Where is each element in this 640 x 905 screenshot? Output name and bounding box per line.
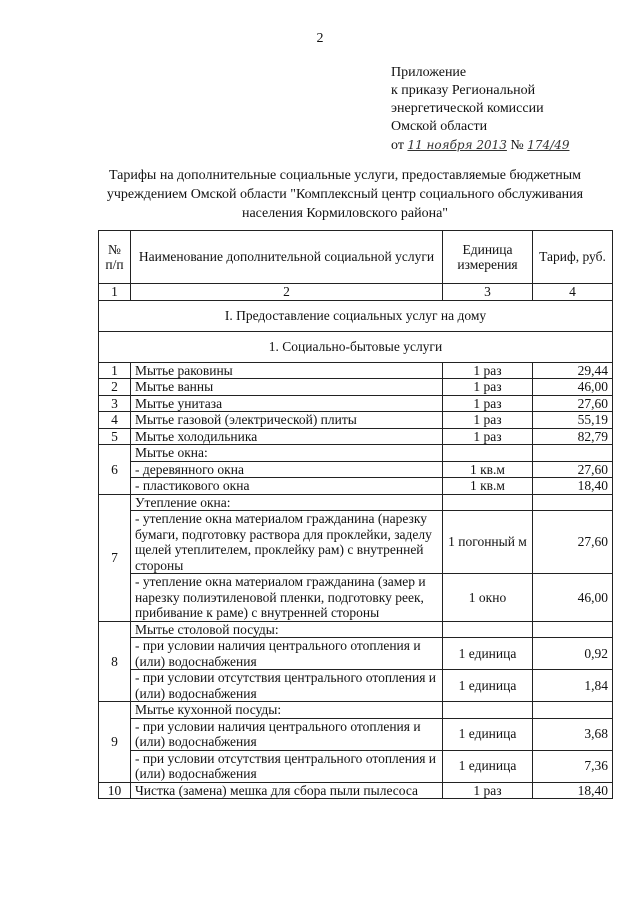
- row-unit: 1 раз: [443, 428, 533, 445]
- row-name: - при условии наличия центрального отопления и (или) водоснабжения: [131, 638, 443, 670]
- row-unit: 1 погонный м: [443, 511, 533, 574]
- section-title: I. Предоставление социальных услуг на дому: [99, 300, 613, 331]
- header-tariff: Тариф, руб.: [533, 231, 613, 284]
- row-tariff: 27,60: [533, 511, 613, 574]
- table-row: [99, 478, 613, 495]
- row-num: 7: [99, 494, 131, 621]
- row-unit: 1 единица: [443, 718, 533, 750]
- row-num: 6: [99, 445, 131, 495]
- row-num: 5: [99, 428, 131, 445]
- group-head-row: [99, 494, 613, 511]
- appendix-line: к приказу Региональной: [391, 83, 536, 98]
- empty-cell: [443, 702, 533, 719]
- handwritten-date: 11 ноября 2013: [407, 138, 507, 152]
- empty-cell: [443, 445, 533, 462]
- row-unit: 1 кв.м: [443, 478, 533, 495]
- empty-cell: [533, 494, 613, 511]
- row-name: - при условии отсутствия центрального отопления и (или) водоснабжения: [131, 670, 443, 702]
- header-unit: Единица измерения: [443, 231, 533, 284]
- table-row: [99, 395, 613, 412]
- document-title: Тарифы на дополнительные социальные услуги, предоставляемые бюджетным учреждением Омской области "Комплексный центр социального обслуживания населения Кормиловского района": [106, 168, 584, 221]
- page-number: 2: [316, 31, 324, 46]
- row-tariff: 1,84: [533, 670, 613, 702]
- row-num: 3: [99, 395, 131, 412]
- row-num: 1: [99, 362, 131, 379]
- tariff-table: [98, 230, 613, 799]
- row-tariff: 27,60: [533, 395, 613, 412]
- group-head-row: [99, 445, 613, 462]
- appendix-line: Приложение: [391, 65, 467, 80]
- empty-cell: [533, 621, 613, 638]
- row-tariff: 55,19: [533, 412, 613, 429]
- col-number: 3: [443, 284, 533, 301]
- row-name: - утепление окна материалом гражданина (замер и нарезку полиэтиленовой пленки, подготовку реек, прибивание к раме) с внутренней стороны: [131, 574, 443, 622]
- header-num: № п/п: [99, 231, 131, 284]
- row-num: 10: [99, 782, 131, 799]
- table-row: [99, 511, 613, 574]
- column-number-row: [99, 284, 613, 301]
- row-unit: 1 кв.м: [443, 461, 533, 478]
- row-unit: 1 единица: [443, 750, 533, 782]
- row-unit: 1 единица: [443, 638, 533, 670]
- appendix-line: Омской области: [391, 119, 488, 134]
- empty-cell: [533, 445, 613, 462]
- appendix-date-line: [391, 136, 569, 155]
- row-name: - при условии наличия центрального отопления и (или) водоснабжения: [131, 718, 443, 750]
- appendix-prefix: от: [391, 138, 404, 153]
- row-unit: 1 раз: [443, 379, 533, 396]
- col-number: 4: [533, 284, 613, 301]
- row-tariff: 0,92: [533, 638, 613, 670]
- col-number: 2: [131, 284, 443, 301]
- group-head: Утепление окна:: [131, 494, 443, 511]
- row-name: - пластикового окна: [131, 478, 443, 495]
- table-row: [99, 461, 613, 478]
- empty-cell: [443, 494, 533, 511]
- group-head: Мытье окна:: [131, 445, 443, 462]
- subsection-title: 1. Социально-бытовые услуги: [99, 331, 613, 362]
- row-num: 8: [99, 621, 131, 702]
- table-row: [99, 718, 613, 750]
- table-row: [99, 670, 613, 702]
- row-num: 4: [99, 412, 131, 429]
- row-unit: 1 раз: [443, 395, 533, 412]
- row-name: Чистка (замена) мешка для сбора пыли пылесоса: [131, 782, 443, 799]
- row-name: Мытье унитаза: [131, 395, 443, 412]
- empty-cell: [443, 621, 533, 638]
- row-num: 2: [99, 379, 131, 396]
- table-row: [99, 428, 613, 445]
- col-number: 1: [99, 284, 131, 301]
- table-row: [99, 379, 613, 396]
- table-row: [99, 574, 613, 622]
- header-name: Наименование дополнительной социальной услуги: [131, 231, 443, 284]
- section-row: [99, 300, 613, 331]
- row-unit: 1 окно: [443, 574, 533, 622]
- row-unit: 1 раз: [443, 782, 533, 799]
- group-head-row: [99, 702, 613, 719]
- row-unit: 1 единица: [443, 670, 533, 702]
- row-name: Мытье раковины: [131, 362, 443, 379]
- row-name: Мытье ванны: [131, 379, 443, 396]
- row-tariff: 3,68: [533, 718, 613, 750]
- appendix-line: энергетической комиссии: [391, 101, 544, 116]
- row-tariff: 7,36: [533, 750, 613, 782]
- subsection-row: [99, 331, 613, 362]
- row-name: Мытье холодильника: [131, 428, 443, 445]
- group-head: Мытье кухонной посуды:: [131, 702, 443, 719]
- table-header-row: [99, 231, 613, 284]
- table-row: [99, 638, 613, 670]
- row-num: 9: [99, 702, 131, 783]
- table-row: [99, 412, 613, 429]
- table-row: [99, 782, 613, 799]
- row-name: Мытье газовой (электрической) плиты: [131, 412, 443, 429]
- row-tariff: 82,79: [533, 428, 613, 445]
- table-row: [99, 750, 613, 782]
- row-tariff: 29,44: [533, 362, 613, 379]
- row-tariff: 27,60: [533, 461, 613, 478]
- row-tariff: 46,00: [533, 574, 613, 622]
- group-head-row: [99, 621, 613, 638]
- group-head: Мытье столовой посуды:: [131, 621, 443, 638]
- empty-cell: [533, 702, 613, 719]
- handwritten-number: 174/49: [527, 138, 570, 152]
- row-unit: 1 раз: [443, 412, 533, 429]
- row-name: - деревянного окна: [131, 461, 443, 478]
- table-row: [99, 362, 613, 379]
- appendix-block: [391, 64, 569, 155]
- row-name: - утепление окна материалом гражданина (нарезку бумаги, подготовку раствора для проклейки, заделу щелей утеплителем, проклейку рам) с внутренней стороны: [131, 511, 443, 574]
- row-unit: 1 раз: [443, 362, 533, 379]
- number-sign: №: [510, 138, 524, 153]
- row-tariff: 18,40: [533, 782, 613, 799]
- row-tariff: 18,40: [533, 478, 613, 495]
- row-tariff: 46,00: [533, 379, 613, 396]
- row-name: - при условии отсутствия центрального отопления и (или) водоснабжения: [131, 750, 443, 782]
